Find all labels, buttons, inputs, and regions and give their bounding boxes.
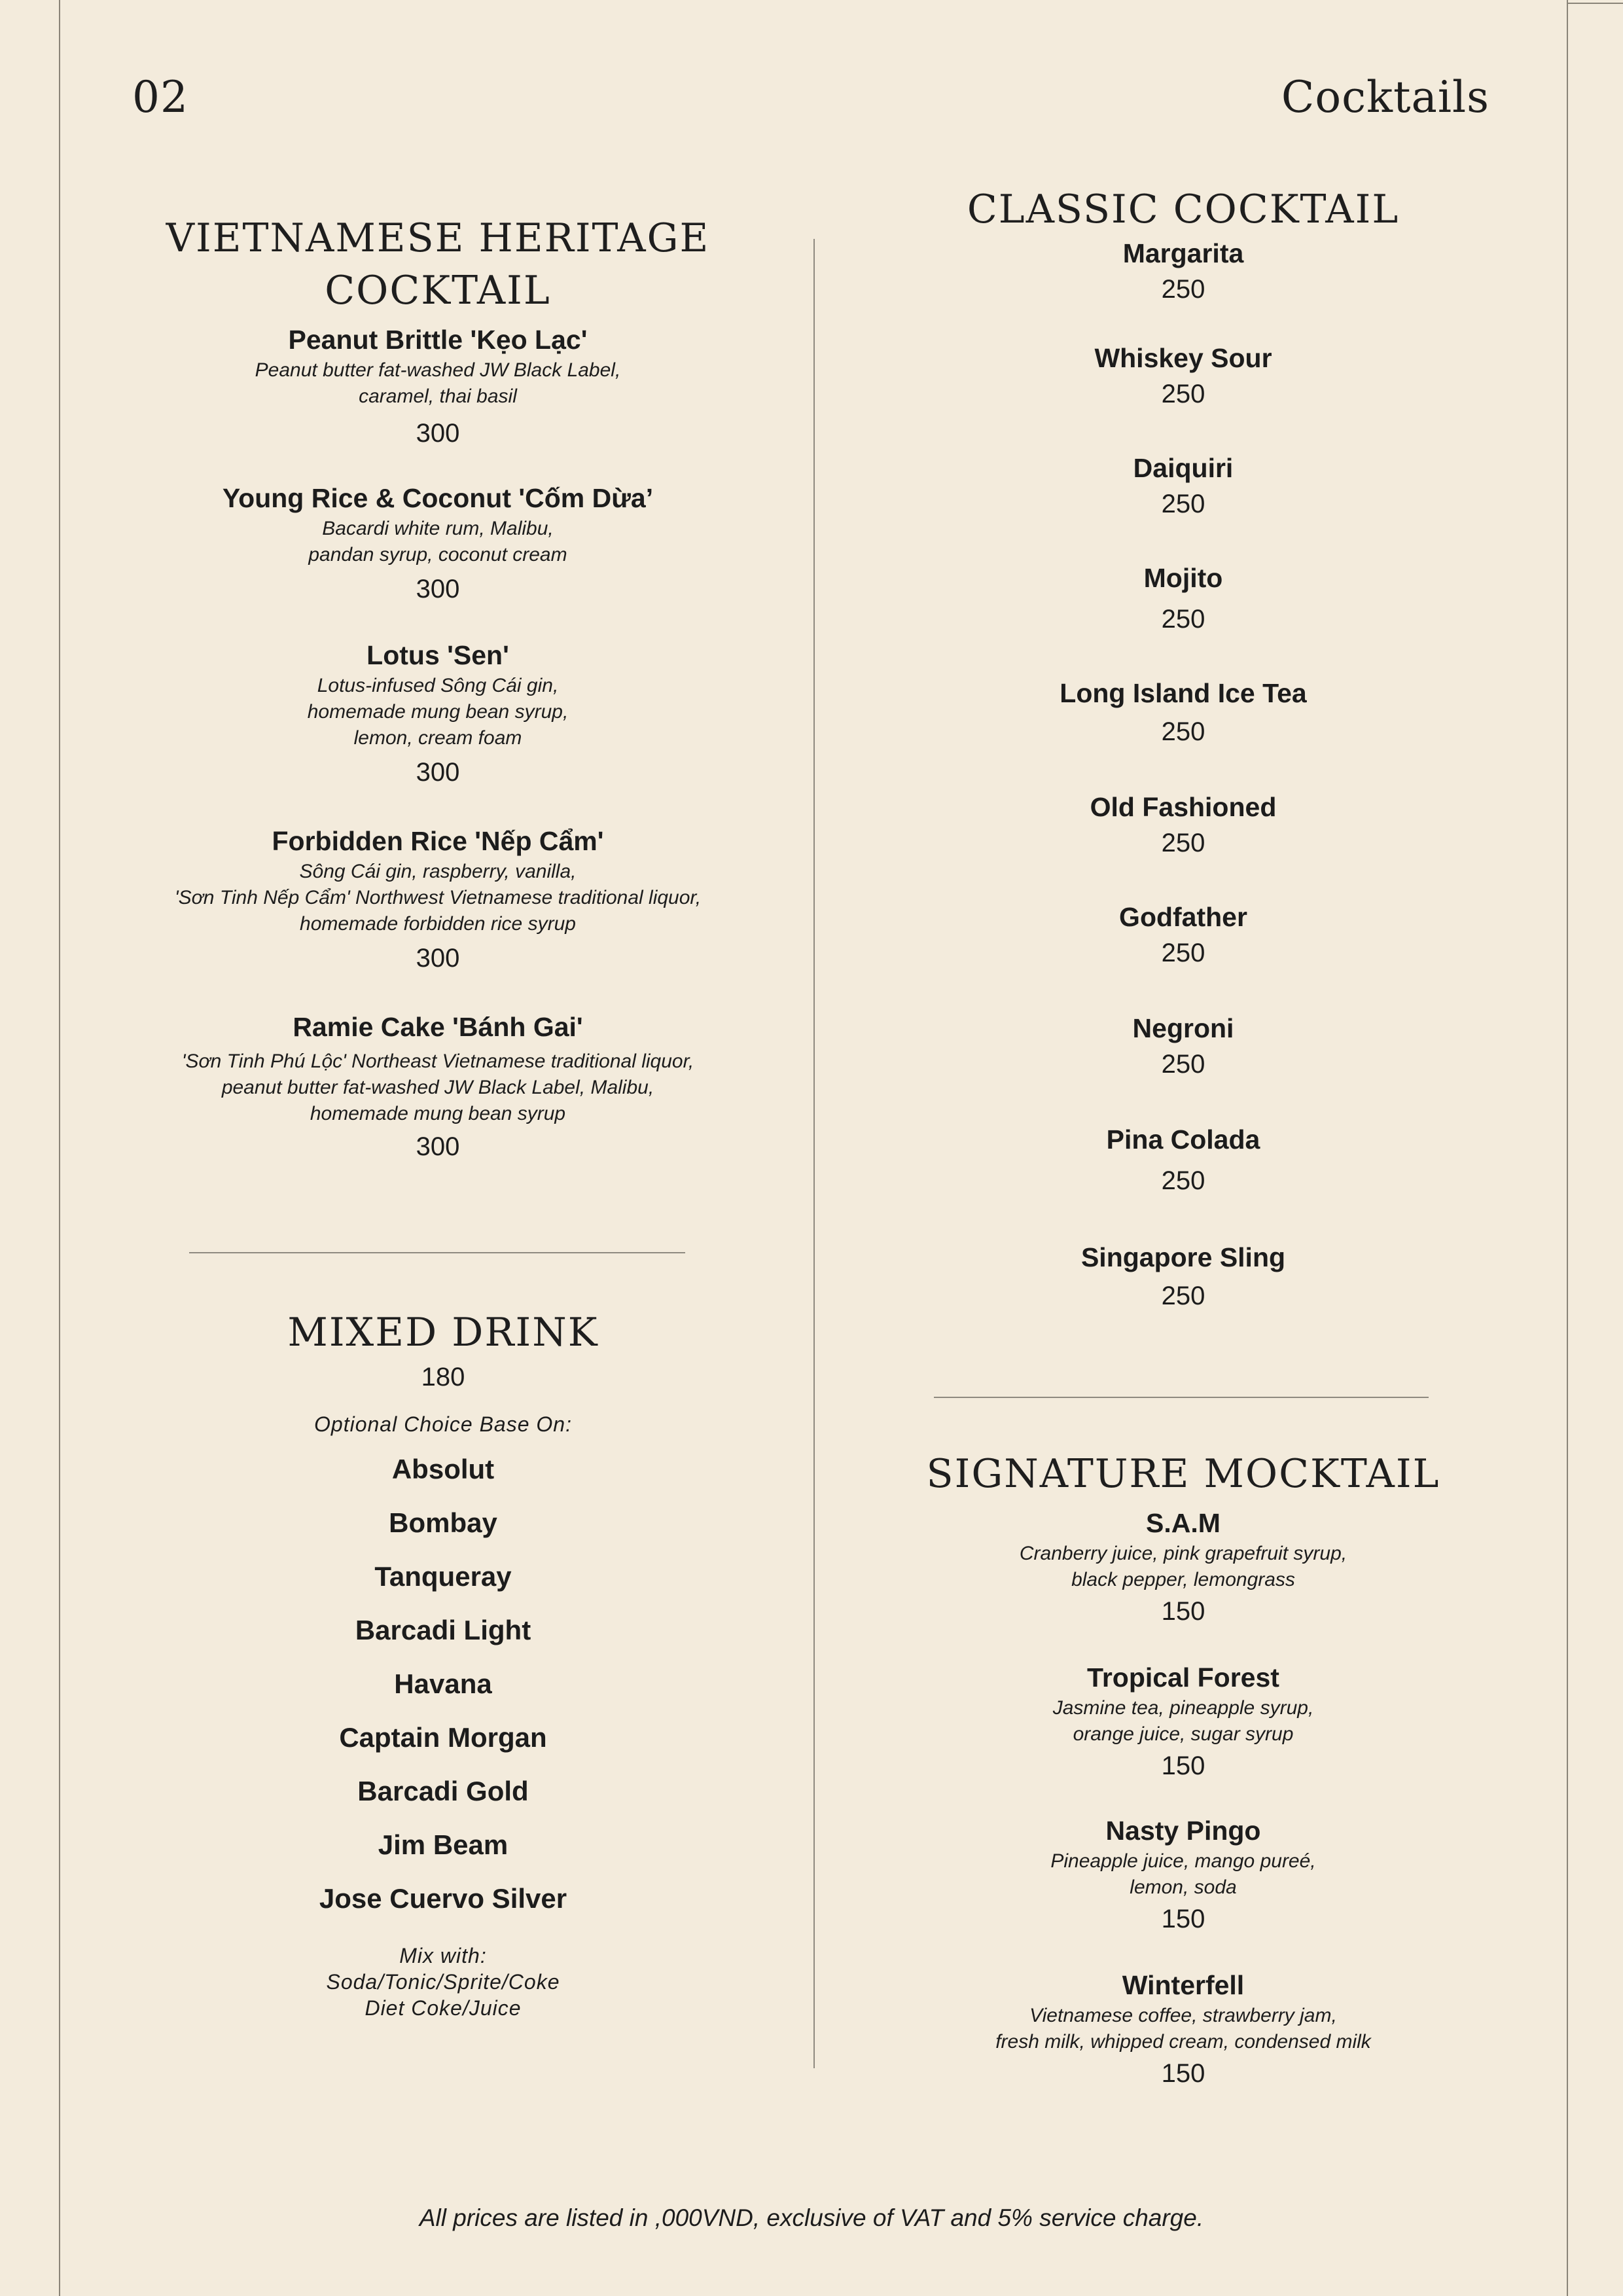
item-desc: Sông Cái gin, raspberry, vanilla,	[299, 861, 577, 882]
item-desc: Vietnamese coffee, strawberry jam,	[1029, 2005, 1337, 2026]
item-desc: fresh milk, whipped cream, condensed milk	[995, 2031, 1371, 2053]
base-option: Absolut	[391, 1454, 495, 1484]
item-desc: caramel, thai basil	[359, 386, 517, 407]
item-desc: pandan syrup, coconut cream	[308, 544, 567, 565]
page-title: Cocktails	[1281, 72, 1489, 122]
left-section-divider	[189, 1252, 685, 1253]
item-name: Whiskey Sour	[1094, 343, 1272, 373]
item-price: 250	[1161, 275, 1205, 304]
menu-item	[844, 789, 1522, 861]
right-section-divider	[934, 1397, 1429, 1398]
menu-item	[844, 1813, 1522, 1937]
item-price: 250	[1161, 939, 1205, 967]
mixed-drink-section	[110, 1306, 776, 2021]
menu-item	[844, 1967, 1522, 2092]
item-name: Godfather	[1119, 902, 1247, 932]
base-option: Jose Cuervo Silver	[319, 1883, 567, 1914]
menu-item	[844, 1505, 1522, 1630]
classic-section	[844, 183, 1522, 1314]
base-option: Jim Beam	[378, 1829, 508, 1860]
item-price: 250	[1161, 1166, 1205, 1195]
item-desc: orange juice, sugar syrup	[1073, 1723, 1294, 1745]
column-divider	[813, 239, 815, 2068]
item-name: Mojito	[1143, 563, 1223, 593]
item-desc: Bacardi white rum, Malibu,	[322, 518, 554, 539]
item-name: Nasty Pingo	[1105, 1816, 1261, 1846]
item-desc: black pepper, lemongrass	[1071, 1569, 1295, 1590]
item-price: 150	[1161, 1751, 1205, 1780]
right-edge-line	[1567, 0, 1568, 2296]
menu-item	[105, 322, 771, 452]
menu-item	[844, 236, 1522, 308]
item-price: 250	[1161, 490, 1205, 518]
menu-item	[105, 637, 771, 791]
item-desc: Jasmine tea, pineapple syrup,	[1052, 1697, 1314, 1719]
item-price: 250	[1161, 717, 1205, 746]
heritage-title	[105, 212, 771, 317]
item-desc: 'Sơn Tinh Phú Lộc' Northeast Vietnamese traditional liquor,	[181, 1050, 694, 1072]
item-desc: homemade forbidden rice syrup	[300, 913, 576, 935]
item-name: Young Rice & Coconut 'Cốm Dừa’	[222, 483, 654, 513]
item-price: 300	[416, 1132, 460, 1161]
optional-choice-label: Optional Choice Base On:	[314, 1412, 572, 1436]
base-option: Havana	[394, 1668, 492, 1699]
item-price: 250	[1161, 605, 1205, 634]
menu-item	[105, 1009, 771, 1165]
base-option: Tanqueray	[374, 1561, 512, 1592]
item-desc: homemade mung bean syrup,	[307, 701, 569, 723]
mix-with-line: Soda/Tonic/Sprite/Coke	[326, 1970, 560, 1994]
item-desc: 'Sơn Tinh Nếp Cẩm' Northwest Vietnamese traditional liquor,	[174, 887, 702, 908]
item-desc: Peanut butter fat-washed JW Black Label,	[255, 359, 621, 381]
item-price: 250	[1161, 829, 1205, 857]
item-price: 300	[416, 944, 460, 973]
item-desc: homemade mung bean syrup	[310, 1103, 566, 1124]
item-price: 150	[1161, 2059, 1205, 2088]
base-option: Bombay	[389, 1507, 497, 1538]
item-price: 250	[1161, 1050, 1205, 1079]
menu-item	[844, 675, 1522, 750]
item-name: Forbidden Rice 'Nếp Cẩm'	[272, 826, 604, 856]
base-option: Barcadi Light	[355, 1615, 531, 1645]
mix-with-line: Mix with:	[399, 1944, 487, 1967]
item-name: Old Fashioned	[1090, 792, 1277, 822]
item-price: 300	[416, 419, 460, 448]
mix-with-line: Diet Coke/Juice	[365, 1996, 522, 2020]
menu-item	[844, 450, 1522, 522]
mocktail-section	[844, 1448, 1522, 2092]
item-desc: lemon, soda	[1130, 1876, 1237, 1898]
page-number: 02	[132, 72, 188, 122]
heritage-title-line1: VIETNAMESE HERITAGE	[166, 215, 710, 261]
item-price: 250	[1161, 1282, 1205, 1310]
menu-item	[844, 899, 1522, 971]
base-option: Barcadi Gold	[357, 1776, 529, 1806]
menu-item	[105, 823, 771, 977]
item-name: Winterfell	[1122, 1970, 1245, 2000]
base-option: Captain Morgan	[339, 1722, 547, 1753]
top-right-edge-line	[1567, 3, 1623, 4]
item-name: Pina Colada	[1106, 1124, 1260, 1155]
item-name: Daiquiri	[1133, 453, 1234, 483]
mocktail-title: SIGNATURE MOCKTAIL	[926, 1451, 1440, 1497]
menu-item	[844, 340, 1522, 412]
menu-item	[844, 1240, 1522, 1314]
price-footnote: All prices are listed in ,000VND, exclusive of VAT and 5% service charge.	[419, 2204, 1204, 2231]
menu-item	[844, 1122, 1522, 1199]
item-price: 300	[416, 758, 460, 787]
item-desc: Lotus-infused Sông Cái gin,	[317, 675, 559, 696]
item-name: Ramie Cake 'Bánh Gai'	[293, 1012, 583, 1042]
item-desc: Cranberry juice, pink grapefruit syrup,	[1019, 1543, 1347, 1564]
item-name: Margarita	[1122, 238, 1244, 268]
item-name: Negroni	[1132, 1013, 1234, 1043]
menu-item	[844, 1660, 1522, 1784]
item-price: 150	[1161, 1905, 1205, 1933]
item-name: Tropical Forest	[1087, 1662, 1279, 1693]
classic-title: CLASSIC COCKTAIL	[967, 187, 1400, 232]
menu-item	[844, 1011, 1522, 1083]
item-name: Lotus 'Sen'	[366, 640, 509, 670]
item-name: Singapore Sling	[1080, 1242, 1286, 1272]
item-desc: peanut butter fat-washed JW Black Label, Malibu,	[221, 1077, 654, 1098]
item-price: 150	[1161, 1597, 1205, 1626]
mixed-drink-price: 180	[421, 1363, 465, 1391]
item-price: 300	[416, 575, 460, 603]
item-name: S.A.M	[1146, 1508, 1221, 1538]
item-desc: Pineapple juice, mango pureé,	[1050, 1850, 1316, 1872]
item-price: 250	[1161, 380, 1205, 408]
heritage-title-line2: COCKTAIL	[325, 268, 551, 314]
heritage-section	[105, 212, 771, 1165]
mixed-drink-title: MIXED DRINK	[287, 1310, 599, 1355]
menu-item	[105, 480, 771, 607]
item-desc: lemon, cream foam	[353, 727, 522, 749]
item-name: Long Island Ice Tea	[1060, 678, 1307, 708]
left-edge-line	[59, 0, 60, 2296]
menu-item	[844, 560, 1522, 637]
item-name: Peanut Brittle 'Kẹo Lạc'	[288, 325, 588, 355]
